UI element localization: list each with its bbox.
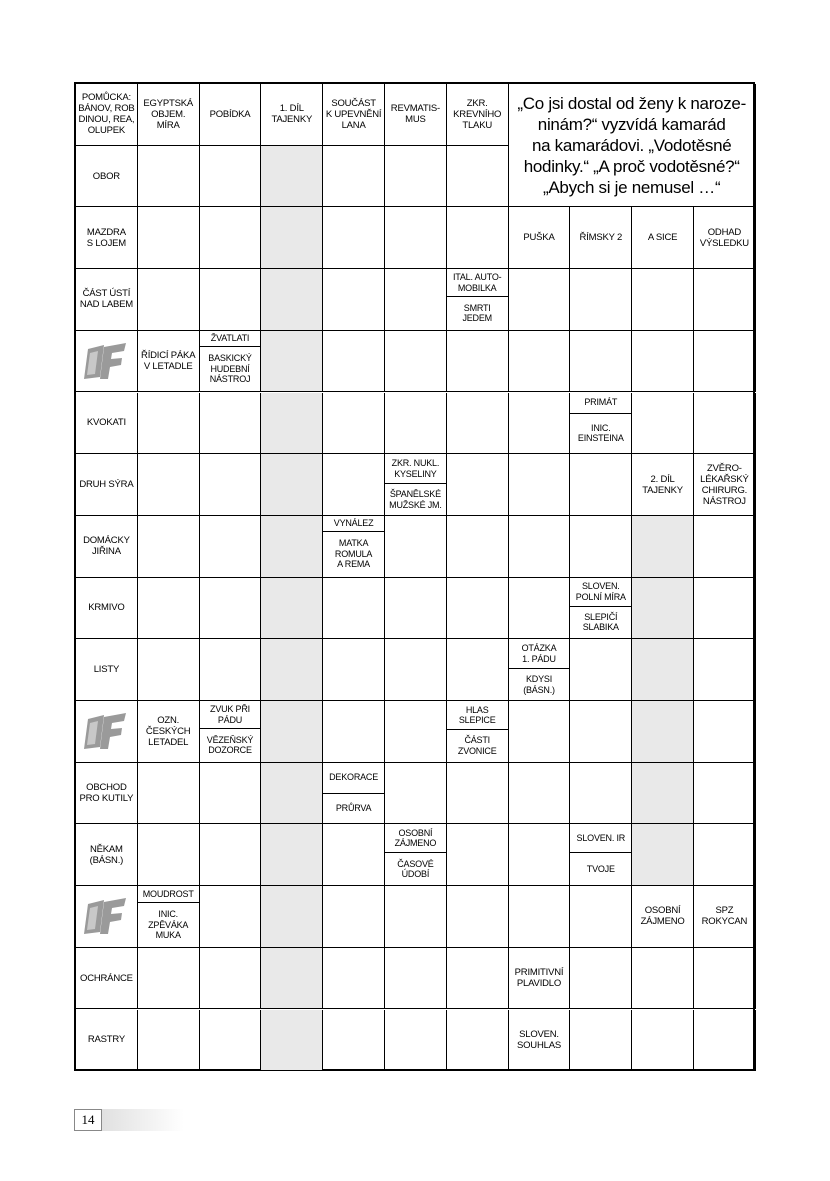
row-clue-8: KRMIVO [76, 578, 138, 640]
clue-souhlas: SLOVEN. SOUHLAS [509, 1010, 571, 1072]
answer-cell[interactable] [200, 146, 262, 208]
clue-otazka-split-cell [509, 639, 571, 701]
answer-cell[interactable] [323, 1010, 385, 1072]
answer-cell[interactable] [385, 578, 447, 640]
answer-cell[interactable] [200, 824, 262, 886]
top-clue-2: POBÍDKA [200, 84, 262, 146]
answer-cell[interactable] [632, 701, 694, 763]
clue-sloven-ir-split-cell [570, 824, 632, 886]
answer-cell[interactable] [632, 516, 694, 578]
clue-primat-bottom-clue: INIC. EINSTEINA [570, 414, 631, 454]
answer-cell[interactable] [447, 948, 509, 1010]
answer-cell[interactable] [385, 331, 447, 393]
answer-cell[interactable] [447, 146, 509, 208]
clue-otazka-bottom-clue: KDYSI (BÁSN.) [509, 669, 570, 700]
clue-zkr-nukl-bottom-clue: ŠPANĚLSKÉ MUŽSKÉ JM. [385, 484, 446, 515]
clue-primat-split-cell [570, 393, 632, 455]
clue-zvuk-bottom-clue: VĚZEŇSKÝ DOZORCE [200, 729, 261, 762]
answer-cell[interactable] [447, 516, 509, 578]
answer-cell[interactable] [323, 393, 385, 455]
answer-cell[interactable] [570, 886, 632, 948]
answer-cell[interactable] [261, 331, 323, 393]
clue-zvuk-split-cell [200, 701, 262, 763]
answer-cell[interactable] [261, 701, 323, 763]
answer-cell[interactable] [138, 146, 200, 208]
page-number: 14 [74, 1109, 102, 1131]
answer-cell[interactable] [200, 454, 262, 516]
answer-cell[interactable] [385, 516, 447, 578]
answer-cell[interactable] [138, 763, 200, 825]
answer-cell[interactable] [447, 393, 509, 455]
answer-cell[interactable] [323, 146, 385, 208]
answer-cell[interactable] [509, 516, 571, 578]
answer-cell[interactable] [447, 207, 509, 269]
answer-cell[interactable] [694, 331, 756, 393]
row-clue-5: KVOKATI [76, 393, 138, 455]
top-clue-5: REVMATIS- MUS [385, 84, 447, 146]
clue-zvuk-top-clue: ZVUK PŘI PÁDU [200, 701, 261, 729]
publisher-logo-icon [76, 701, 138, 763]
row-clue-6: DRUH SÝRA [76, 454, 138, 516]
joke-text: „Co jsi dostal od ženy k naroze- ninám?“ vyzvídá kamarád na kamarádovi. „Vodotěsné hodinky.“ „A proč vodotěsné?“ „Abych si je nemusel …“ [509, 84, 756, 207]
clue-puska: PUŠKA [509, 207, 571, 269]
answer-cell[interactable] [138, 578, 200, 640]
answer-cell[interactable] [138, 393, 200, 455]
clue-zvatlati-split-cell [200, 331, 262, 393]
row-clue-11: OBCHOD PRO KUTILY [76, 763, 138, 825]
answer-cell[interactable] [570, 454, 632, 516]
answer-cell[interactable] [261, 207, 323, 269]
answer-cell[interactable] [385, 269, 447, 331]
clue-zkr-nukl-split-cell [385, 454, 447, 516]
answer-cell[interactable] [447, 1010, 509, 1072]
top-clue-1: EGYPTSKÁ OBJEM. MÍRA [138, 84, 200, 146]
answer-cell[interactable] [570, 639, 632, 701]
answer-cell[interactable] [261, 824, 323, 886]
clue-osobni-1-bottom-clue: ČASOVÉ ÚDOBÍ [385, 853, 446, 885]
answer-cell[interactable] [570, 701, 632, 763]
publisher-logo-icon [76, 331, 138, 393]
answer-cell[interactable] [385, 207, 447, 269]
answer-cell[interactable] [323, 331, 385, 393]
clue-hlas-bottom-clue: ČÁSTI ZVONICE [447, 730, 508, 762]
answer-cell[interactable] [261, 393, 323, 455]
answer-cell[interactable] [570, 516, 632, 578]
clue-vynalez-split-cell [323, 516, 385, 578]
answer-cell[interactable] [261, 948, 323, 1010]
clue-sloven-ir-top-clue: SLOVEN. IR [570, 824, 631, 853]
answer-cell[interactable] [509, 269, 571, 331]
row-clue-14: OCHRÁNCE [76, 948, 138, 1010]
clue-osobni-2: OSOBNÍ ZÁJMENO [632, 886, 694, 948]
answer-cell[interactable] [200, 948, 262, 1010]
answer-cell[interactable] [694, 824, 756, 886]
answer-cell[interactable] [261, 146, 323, 208]
crossword-grid [74, 82, 755, 1071]
page-number-box [74, 1109, 184, 1131]
answer-cell[interactable] [694, 578, 756, 640]
clue-moudrost-split-cell [138, 886, 200, 948]
clue-ital-split-cell [447, 269, 509, 331]
answer-cell[interactable] [447, 454, 509, 516]
clue-sloven-mira-top-clue: SLOVEN. POLNÍ MÍRA [570, 578, 631, 607]
top-clue-0: POMŮCKA: BÁNOV, ROB DINOU, REA, OLUPEK [76, 84, 138, 146]
answer-cell[interactable] [694, 763, 756, 825]
clue-vynalez-bottom-clue: MATKA ROMULA A REMA [323, 532, 384, 577]
clue-spz: SPZ ROKYCAN [694, 886, 756, 948]
top-clue-6: ZKR. KREVNÍHO TLAKU [447, 84, 509, 146]
answer-cell[interactable] [447, 824, 509, 886]
clue-hlas-top-clue: HLAS SLEPICE [447, 701, 508, 730]
answer-cell[interactable] [447, 886, 509, 948]
answer-cell[interactable] [261, 269, 323, 331]
answer-cell[interactable] [200, 578, 262, 640]
answer-cell[interactable] [261, 886, 323, 948]
answer-cell[interactable] [447, 578, 509, 640]
answer-cell[interactable] [509, 886, 571, 948]
answer-cell[interactable] [694, 1010, 756, 1072]
clue-osobni-1-top-clue: OSOBNÍ ZÁJMENO [385, 824, 446, 853]
answer-cell[interactable] [323, 886, 385, 948]
answer-cell[interactable] [509, 578, 571, 640]
answer-cell[interactable] [385, 886, 447, 948]
answer-cell[interactable] [323, 269, 385, 331]
answer-cell[interactable] [570, 1010, 632, 1072]
answer-cell[interactable] [323, 454, 385, 516]
answer-cell[interactable] [385, 393, 447, 455]
row-clue-2: MAZDRA S LOJEM [76, 207, 138, 269]
answer-cell[interactable] [694, 948, 756, 1010]
answer-cell[interactable] [261, 639, 323, 701]
answer-cell[interactable] [509, 701, 571, 763]
answer-cell[interactable] [694, 516, 756, 578]
answer-cell[interactable] [200, 1010, 262, 1072]
clue-zkr-nukl-top-clue: ZKR. NUKL. KYSELINY [385, 454, 446, 484]
answer-cell[interactable] [323, 578, 385, 640]
answer-cell[interactable] [570, 763, 632, 825]
answer-cell[interactable] [138, 639, 200, 701]
row-clue-3: ČÁST ÚSTÍ NAD LABEM [76, 269, 138, 331]
answer-cell[interactable] [509, 393, 571, 455]
clue-dekorace-top-clue: DEKORACE [323, 763, 384, 794]
answer-cell[interactable] [632, 1010, 694, 1072]
row-clue-1: OBOR [76, 146, 138, 208]
top-clue-4: SOUČÁST K UPEVNĚNÍ LANA [323, 84, 385, 146]
answer-cell[interactable] [632, 639, 694, 701]
answer-cell[interactable] [138, 207, 200, 269]
answer-cell[interactable] [694, 639, 756, 701]
answer-cell[interactable] [385, 948, 447, 1010]
answer-cell[interactable] [385, 146, 447, 208]
answer-cell[interactable] [570, 331, 632, 393]
answer-cell[interactable] [200, 886, 262, 948]
clue-dekorace-bottom-clue: PRŮRVA [323, 794, 384, 824]
answer-cell[interactable] [632, 578, 694, 640]
answer-cell[interactable] [694, 269, 756, 331]
answer-cell[interactable] [261, 516, 323, 578]
row-clue-15: RASTRY [76, 1010, 138, 1072]
answer-cell[interactable] [138, 948, 200, 1010]
answer-cell[interactable] [694, 701, 756, 763]
clue-primat-top-clue: PRIMÁT [570, 393, 631, 414]
clue-zvatlati-top-clue: ŽVATLATI [200, 331, 261, 347]
clue-hlas-split-cell [447, 701, 509, 763]
answer-cell[interactable] [447, 639, 509, 701]
clue-ital-top-clue: ITAL. AUTO- MOBILKA [447, 269, 508, 297]
answer-cell[interactable] [447, 763, 509, 825]
answer-cell[interactable] [570, 269, 632, 331]
answer-cell[interactable] [385, 701, 447, 763]
top-clue-3: 1. DÍL TAJENKY [261, 84, 323, 146]
answer-cell[interactable] [694, 393, 756, 455]
row-clue-9: LISTY [76, 639, 138, 701]
answer-cell[interactable] [509, 763, 571, 825]
answer-cell[interactable] [632, 763, 694, 825]
answer-cell[interactable] [323, 639, 385, 701]
answer-cell[interactable] [509, 454, 571, 516]
answer-cell[interactable] [632, 393, 694, 455]
clue-ital-bottom-clue: SMRTI JEDEM [447, 297, 508, 330]
clue-tajenka-2: 2. DÍL TAJENKY [632, 454, 694, 516]
clue-sloven-mira-split-cell [570, 578, 632, 640]
answer-cell[interactable] [138, 1010, 200, 1072]
answer-cell[interactable] [200, 393, 262, 455]
answer-cell[interactable] [385, 763, 447, 825]
clue-zvero: ZVĚRO- LÉKAŘSKÝ CHIRURG. NÁSTROJ [694, 454, 756, 516]
answer-cell[interactable] [323, 701, 385, 763]
answer-cell[interactable] [138, 824, 200, 886]
clue-sloven-mira-bottom-clue: SLEPIČÍ SLABIKA [570, 607, 631, 639]
answer-cell[interactable] [200, 269, 262, 331]
answer-cell[interactable] [323, 207, 385, 269]
clue-ridici-paka: ŘÍDICÍ PÁKA V LETADLE [138, 331, 200, 393]
clue-moudrost-bottom-clue: INIC. ZPĚVÁKA MUKA [138, 903, 199, 947]
answer-cell[interactable] [261, 1010, 323, 1072]
clue-rimsky: ŘÍMSKY 2 [570, 207, 632, 269]
answer-cell[interactable] [323, 948, 385, 1010]
row-clue-7: DOMÁCKY JIŘINA [76, 516, 138, 578]
answer-cell[interactable] [447, 331, 509, 393]
answer-cell[interactable] [200, 639, 262, 701]
clue-zvatlati-bottom-clue: BASKICKÝ HUDEBNÍ NÁSTROJ [200, 347, 261, 392]
answer-cell[interactable] [509, 331, 571, 393]
answer-cell[interactable] [138, 516, 200, 578]
answer-cell[interactable] [570, 948, 632, 1010]
clue-osobni-1-split-cell [385, 824, 447, 886]
answer-cell[interactable] [261, 763, 323, 825]
clue-odhad: ODHAD VÝSLEDKU [694, 207, 756, 269]
answer-cell[interactable] [261, 454, 323, 516]
clue-dekorace-split-cell [323, 763, 385, 825]
answer-cell[interactable] [632, 948, 694, 1010]
answer-cell[interactable] [385, 639, 447, 701]
answer-cell[interactable] [138, 454, 200, 516]
answer-cell[interactable] [323, 824, 385, 886]
clue-primitivni: PRIMITIVNÍ PLAVIDLO [509, 948, 571, 1010]
clue-otazka-top-clue: OTÁZKA 1. PÁDU [509, 639, 570, 669]
answer-cell[interactable] [509, 824, 571, 886]
clue-moudrost-top-clue: MOUDROST [138, 886, 199, 903]
row-clue-12: NĚKAM (BÁSN.) [76, 824, 138, 886]
clue-sloven-ir-bottom-clue: TVOJE [570, 853, 631, 885]
answer-cell[interactable] [385, 1010, 447, 1072]
publisher-logo-icon [76, 886, 138, 948]
clue-a-sice: A SICE [632, 207, 694, 269]
answer-cell[interactable] [200, 763, 262, 825]
clue-vynalez-top-clue: VYNÁLEZ [323, 516, 384, 532]
answer-cell[interactable] [200, 207, 262, 269]
answer-cell[interactable] [200, 516, 262, 578]
clue-ozn: OZN. ČESKÝCH LETADEL [138, 701, 200, 763]
answer-cell[interactable] [632, 331, 694, 393]
answer-cell[interactable] [261, 578, 323, 640]
answer-cell[interactable] [632, 824, 694, 886]
answer-cell[interactable] [632, 269, 694, 331]
answer-cell[interactable] [138, 269, 200, 331]
